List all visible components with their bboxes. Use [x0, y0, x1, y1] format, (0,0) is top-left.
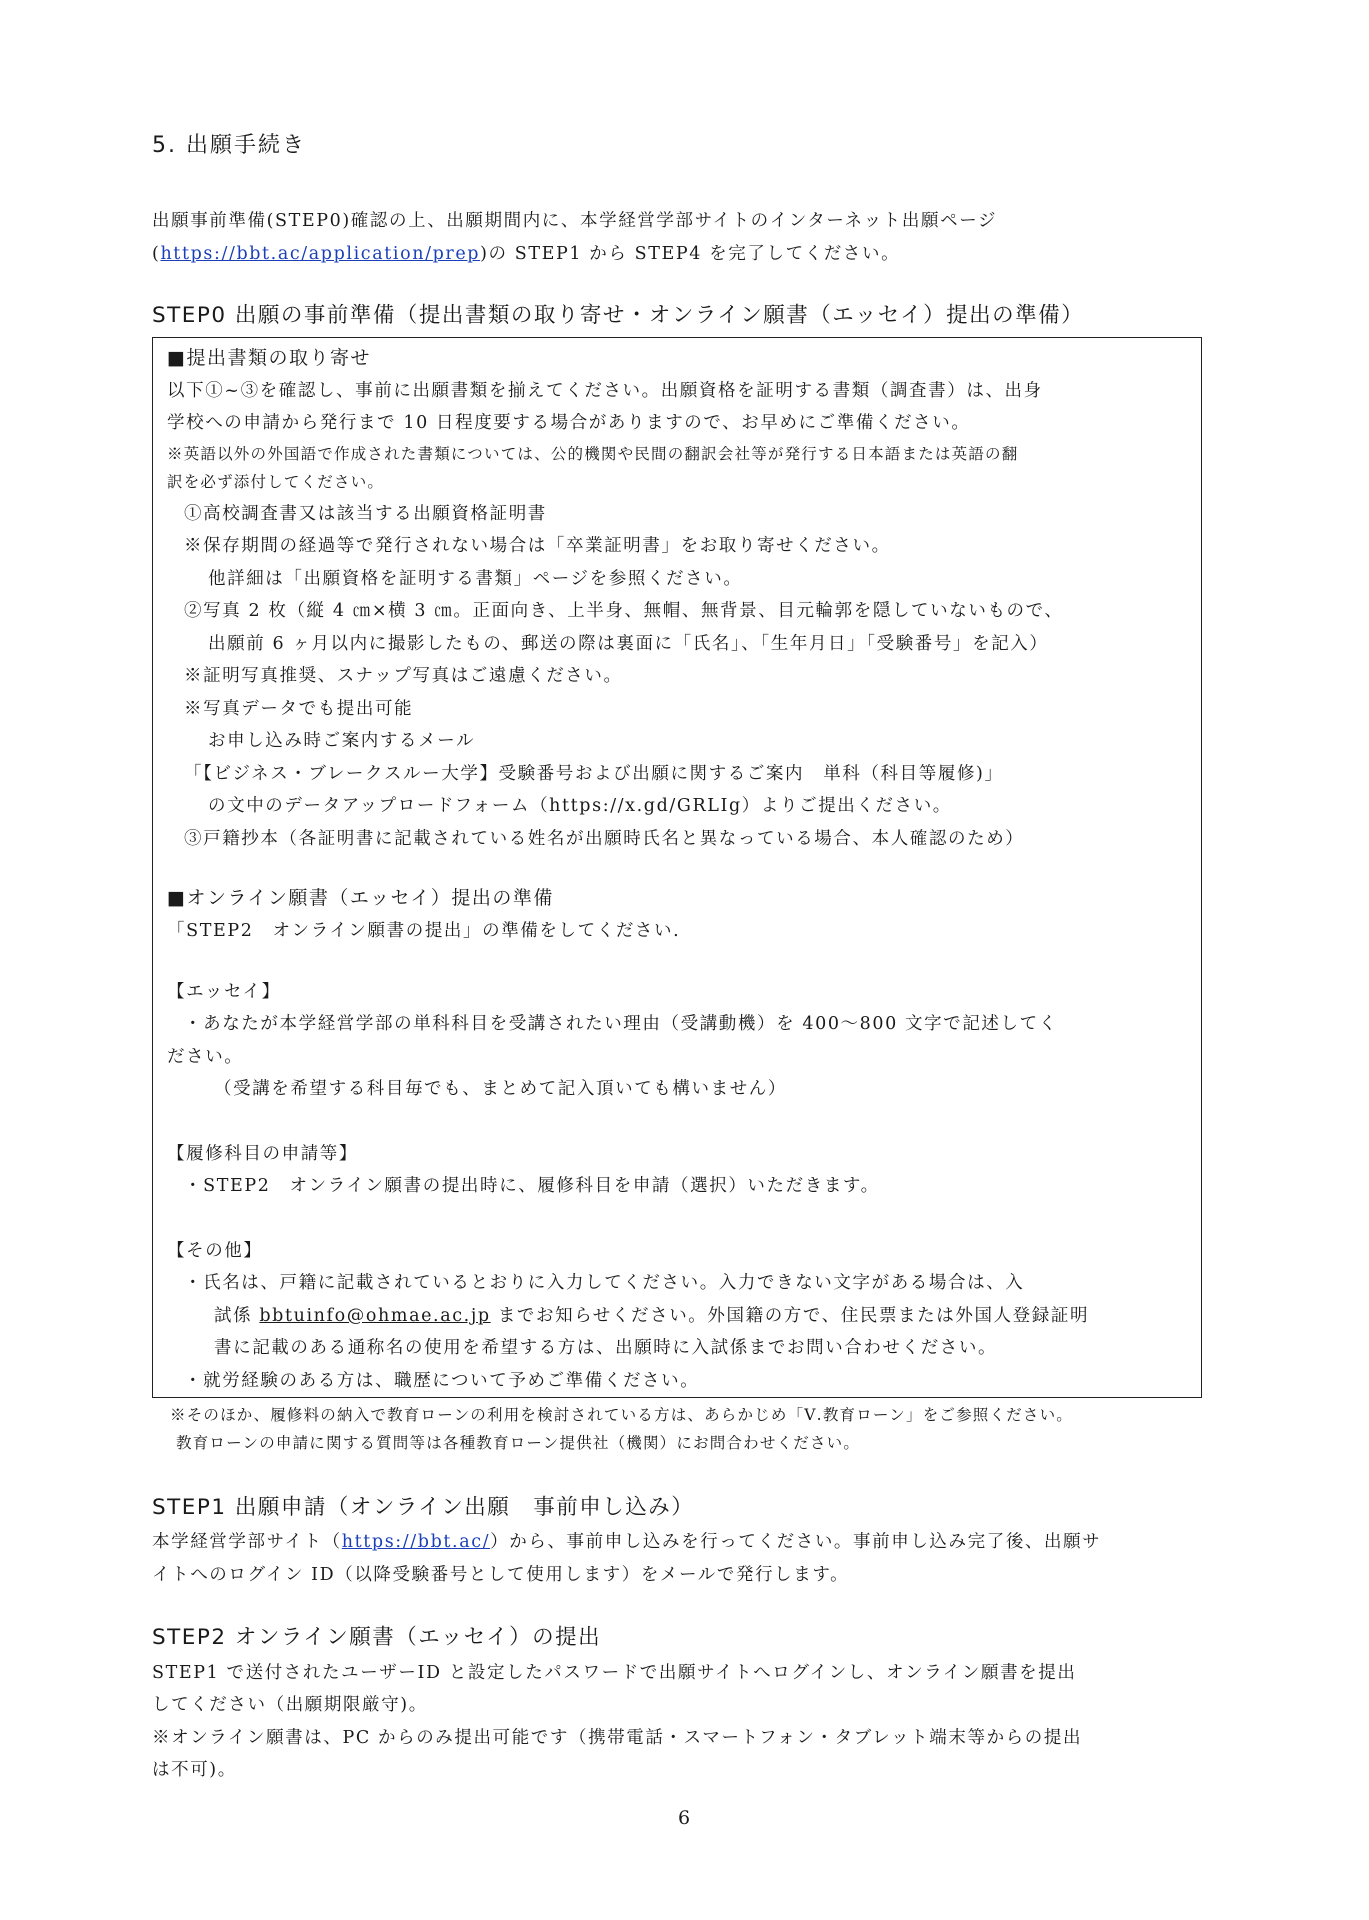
essay-line-2: ださい。 [167, 1047, 244, 1067]
box-para-1: 以下①~③を確認し、事前に出願書類を揃えてください。出願資格を証明する書類（調査書）は、出身 [167, 381, 1043, 401]
essay-line-3: （受講を希望する科目毎でも、まとめて記入頂いても構いません） [214, 1079, 787, 1099]
course-line-1: ・STEP2 オンライン願書の提出時に、履修科目を申請（選択）いただきます。 [184, 1176, 880, 1196]
section-title: 5. 出願手続き [152, 133, 306, 158]
after-box-note-2: 教育ローンの申請に関する質問等は各種教育ローン提供社（機関）にお問合わせください。 [176, 1434, 861, 1452]
step2-line-3: ※オンライン願書は、PC からのみ提出可能です（携帯電話・スマートフォン・タブレット端末等からの提出 [152, 1728, 1083, 1748]
intro-line-2 [152, 240, 900, 265]
other-heading: 【その他】 [167, 1241, 263, 1261]
page-number: 6 [678, 1807, 691, 1829]
after-box-note-1: ※そのほか、履修料の納入で教育ローンの利用を検討されている方は、あらかじめ「Ⅴ.教育ローン」をご参照ください。 [170, 1406, 1074, 1424]
item-2-upload: の文中のデータアップロードフォーム（https://x.gd/GRLIg）よりご提出ください。 [208, 796, 952, 816]
item-2-note-1: ※証明写真推奨、スナップ写真はご遠慮ください。 [184, 666, 623, 686]
essay-heading: 【エッセイ】 [167, 982, 281, 1002]
box-note-1: ※英語以外の外国語で作成された書類については、公的機関や民間の翻訳会社等が発行する日本語または英語の翻 [167, 445, 1019, 463]
box-para-2: 学校への申請から発行まで 10 日程度要する場合がありますので、お早めにご準備ください。 [167, 413, 971, 433]
step2-title: STEP2 オンライン願書（エッセイ）の提出 [152, 1625, 602, 1650]
step0-box [152, 337, 1202, 1398]
item-2-mail: お申し込み時ご案内するメール [208, 731, 476, 751]
item-2-mail-subject: 「【ビジネス・ブレークスルー大学】受験番号および出願に関するご案内 単科（科目等履修)」 [184, 764, 1004, 784]
application-prep-link[interactable]: https://bbt.ac/application/prep [160, 244, 481, 264]
item-1-note: ※保存期間の経過等で発行されない場合は「卒業証明書」をお取り寄せください。 [184, 536, 891, 556]
step0-title: STEP0 出願の事前準備（提出書類の取り寄せ・オンライン願書（エッセイ）提出の準備） [152, 303, 1085, 328]
step1-line-1 [152, 1528, 1101, 1553]
item-2: ②写真 2 枚（縦 4 ㎝×横 3 ㎝。正面向き、上半身、無帽、無背景、目元輪郭を隠していないもので、 [184, 601, 1064, 621]
other-line-2 [214, 1302, 1089, 1327]
other-line-2-pre: 試係 [214, 1306, 260, 1326]
step1-title: STEP1 出願申請（オンライン出願 事前申し込み） [152, 1495, 695, 1520]
course-heading: 【履修科目の申請等】 [167, 1144, 358, 1164]
box-para-3: 「STEP2 オンライン願書の提出」の準備をしてください. [167, 921, 681, 941]
box-heading-essay-prep: ■オンライン願書（エッセイ）提出の準備 [167, 887, 554, 909]
item-2-note-2: ※写真データでも提出可能 [184, 699, 414, 719]
box-note-2: 訳を必ず添付してください。 [167, 473, 385, 491]
essay-line-1: ・あなたが本学経営学部の単科科目を受講されたい理由（受講動機）を 400～800 文字で記述してく [184, 1014, 1058, 1034]
step2-line-4: は不可)。 [152, 1760, 237, 1780]
paren-open: ( [152, 244, 161, 264]
other-line-3: 書に記載のある通称名の使用を希望する方は、出願時に入試係までお問い合わせください。 [214, 1338, 998, 1358]
box-heading-documents: ■提出書類の取り寄せ [167, 347, 371, 369]
intro-line-2-rest: )の STEP1 から STEP4 を完了してください。 [480, 244, 901, 264]
other-line-1: ・氏名は、戸籍に記載されているとおりに入力してください。入力できない文字がある場合は、入 [184, 1273, 1025, 1293]
other-line-2-post: までお知らせください。外国籍の方で、住民票または外国人登録証明 [490, 1306, 1090, 1326]
step2-line-2: してください（出願期限厳守)。 [152, 1695, 428, 1715]
item-3: ③戸籍抄本（各証明書に記載されている姓名が出願時氏名と異なっている場合、本人確認のため） [184, 829, 1025, 849]
bbt-site-link[interactable]: https://bbt.ac/ [341, 1532, 491, 1552]
contact-email-link[interactable]: bbtuinfo@ohmae.ac.jp [259, 1306, 491, 1326]
step1-line-1-pre: 本学経営学部サイト（ [152, 1532, 342, 1552]
item-2-detail: 出願前 6 ヶ月以内に撮影したもの、郵送の際は裏面に「氏名」、「生年月日」「受験番号」を記入） [208, 634, 1049, 654]
step1-line-2: イトへのログイン ID（以降受験番号として使用します）をメールで発行します。 [152, 1565, 850, 1585]
item-1-detail: 他詳細は「出願資格を証明する書類」ページを参照ください。 [208, 569, 743, 589]
item-1: ①高校調査書又は該当する出願資格証明書 [184, 504, 547, 524]
step2-line-1: STEP1 で送付されたユーザーID と設定したパスワードで出願サイトへログインし、オンライン願書を提出 [152, 1663, 1077, 1683]
step1-line-1-post: ）から、事前申し込みを行ってください。事前申し込み完了後、出願サ [490, 1532, 1102, 1552]
other-line-4: ・就労経験のある方は、職歴について予めご準備ください。 [184, 1371, 700, 1391]
intro-line-1: 出願事前準備(STEP0)確認の上、出願期間内に、本学経営学部サイトのインターネット出願ページ [152, 211, 998, 231]
